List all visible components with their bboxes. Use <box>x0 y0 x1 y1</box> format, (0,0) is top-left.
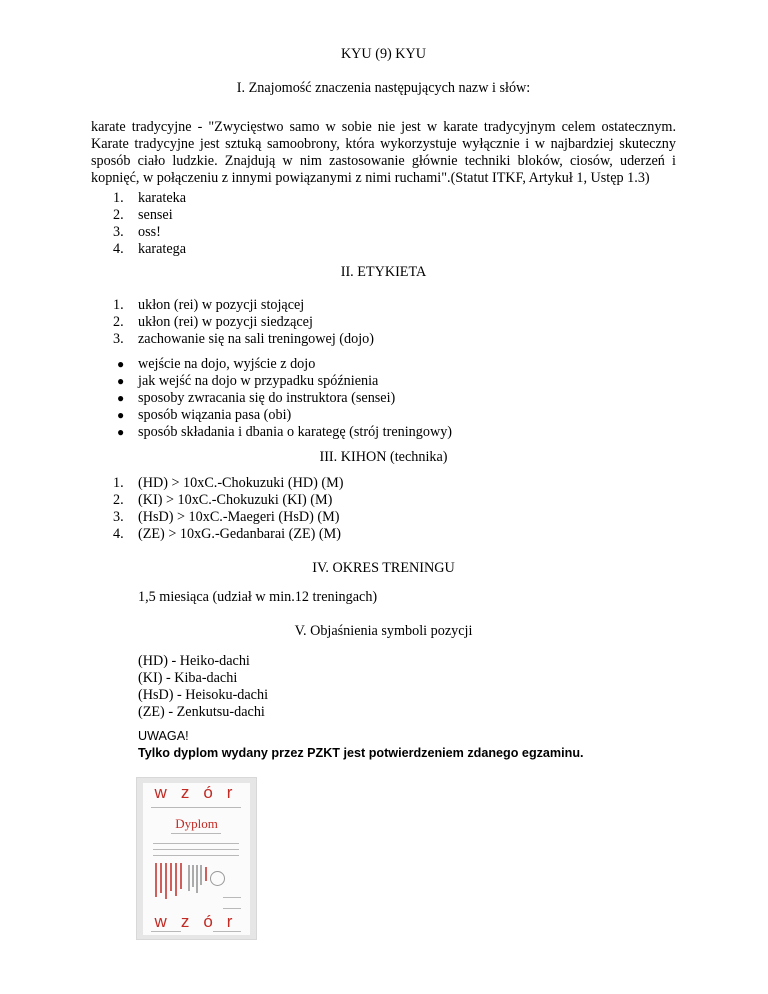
list-item: 1. karateka <box>113 190 187 206</box>
list-item: 4. (ZE) > 10xG.-Gedanbarai (ZE) (M) <box>113 526 341 542</box>
diploma-sheet <box>143 783 250 935</box>
bullet-item: ● sposób składania i dbania o karategę (strój treningowy) <box>117 424 453 440</box>
list-item: 3. (HsD) > 10xC.-Maegeri (HsD) (M) <box>113 509 340 525</box>
list-item: 2. sensei <box>113 207 173 223</box>
list-item: 2. (KI) > 10xC.-Chokuzuki (KI) (M) <box>113 492 333 508</box>
document-title: KYU (9) KYU <box>340 46 427 62</box>
section-2-heading: II. ETYKIETA <box>340 264 427 280</box>
section-1-paragraph: karate tradycyjne - "Zwycięstwo samo w sobie nie jest w karate tradycyjnym celem ostatecznym. Karate tradycyjne jest sztuką samoobrony, która wykorzystuje wyłącznie i w najbardziej skuteczny sposób ciało ludzkie. Znajdują w nim zastosowanie głównie techniki bloków, ciosów, uderzeń i kopnięć, w połączeniu z innymi powiązanymi z nimi ruchami".(Statut ITKF, Artykuł 1, Ustęp 1.3) <box>91 119 676 186</box>
bullet-item: ● jak wejść na dojo w przypadku spóźnienia <box>117 373 379 389</box>
bullet-item: ● sposoby zwracania się do instruktora (sensei) <box>117 390 396 406</box>
section-2-list <box>91 297 676 348</box>
list-item: 1. (HD) > 10xC.-Chokuzuki (HD) (M) <box>113 475 344 491</box>
symbol-line: (KI) - Kiba-dachi <box>138 670 238 686</box>
training-period-text: 1,5 miesiąca (udział w min.12 treningach) <box>138 589 378 605</box>
diploma-sample-image <box>137 778 256 939</box>
list-item: 3. zachowanie się na sali treningowej (dojo) <box>113 331 374 347</box>
section-1-list <box>91 190 676 258</box>
note-text: Tylko dyplom wydany przez PZKT jest potwierdzeniem zdanego egzaminu. <box>138 746 584 760</box>
list-item: 3. oss! <box>113 224 161 240</box>
list-item: 2. ukłon (rei) w pozycji siedzącej <box>113 314 313 330</box>
note-label: UWAGA! <box>138 729 189 743</box>
section-2-bullets <box>91 356 676 441</box>
section-4-heading: IV. OKRES TRENINGU <box>312 560 455 576</box>
diploma-watermark-top: wzór <box>154 783 247 802</box>
bullet-item: ● sposób wiązania pasa (obi) <box>117 407 292 423</box>
diploma-title: Dyplom <box>175 816 218 831</box>
bullet-item: ● wejście na dojo, wyjście z dojo <box>117 356 316 372</box>
list-item: 1. ukłon (rei) w pozycji stojącej <box>113 297 305 313</box>
diploma-seal <box>210 871 225 886</box>
section-3-heading: III. KIHON (technika) <box>319 449 448 465</box>
diploma-watermark-bottom: wzór <box>154 912 247 931</box>
section-1-heading: I. Znajomość znaczenia następujących nazw i słów: <box>236 80 531 96</box>
symbol-line: (HsD) - Heisoku-dachi <box>138 687 269 703</box>
position-symbols <box>138 653 268 721</box>
symbol-line: (HD) - Heiko-dachi <box>138 653 250 669</box>
list-item: 4. karatega <box>113 241 187 257</box>
section-5-heading: V. Objaśnienia symboli pozycji <box>294 623 473 639</box>
symbol-line: (ZE) - Zenkutsu-dachi <box>138 704 265 720</box>
section-3-list <box>91 475 676 543</box>
